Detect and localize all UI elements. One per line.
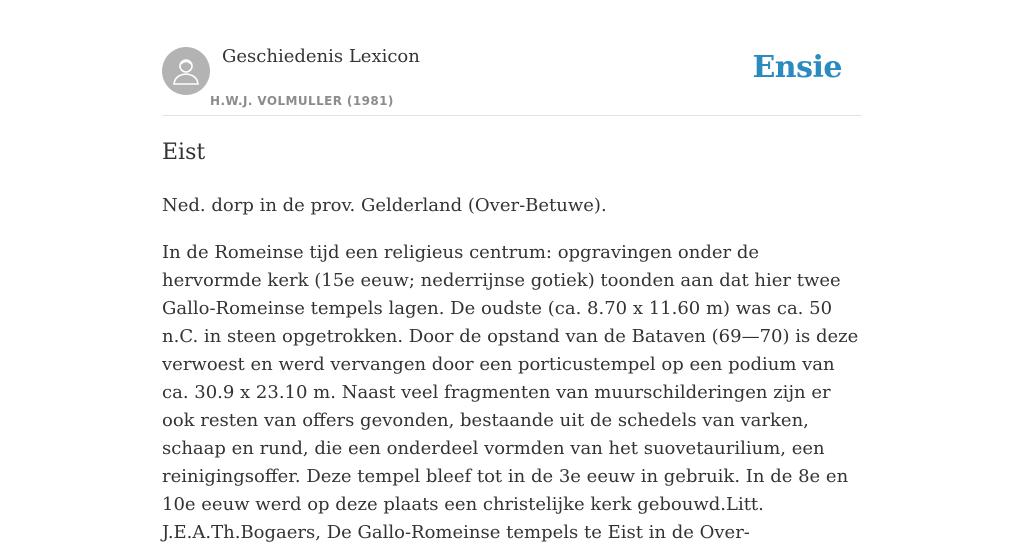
entry-paragraph: Ned. dorp in de prov. Gelderland (Over-Betuwe).: [162, 195, 607, 216]
author-byline[interactable]: H.W.J. VOLMULLER (1981): [210, 94, 394, 108]
avatar[interactable]: [162, 47, 210, 95]
content-container: [162, 0, 862, 543]
entry-paragraph: In de Romeinse tijd een religieus centrum: opgravingen onder de hervormde kerk (15e eeuw; nederrijnse gotiek) toonden aan dat hier twee Gallo-Romeinse tempels lagen. De oudste (ca. 8.70 x 11.60 m) was ca. 50 n.C. in steen opgetrokken. Door de opstand van de Bataven (69—70) is deze verwoest en werd vervangen door een porticustempel op een podium van ca. 30.9 x 23.10 m. Naast veel fragmenten van muurschilderingen zijn er ook resten van offers gevonden, bestaande uit de schedels van varken, schaap en rund, die een onderdeel vormden van het suovetaurilium, een reinigingsoffer. Deze tempel bleef tot in de 3e eeuw in gebruik. In de 8e en 10e eeuw werd op deze plaats een christelijke kerk gebouwd.Litt. J.E.A.Th.Bogaers, De Gallo-Romeinse tempels te Eist in de Over-: [162, 242, 859, 543]
brand-logo[interactable]: Ensie: [752, 50, 842, 85]
header: [162, 0, 862, 116]
lexicon-title[interactable]: Geschiedenis Lexicon: [222, 46, 420, 67]
entry-title: Eist: [162, 140, 206, 165]
user-icon: [172, 56, 200, 86]
